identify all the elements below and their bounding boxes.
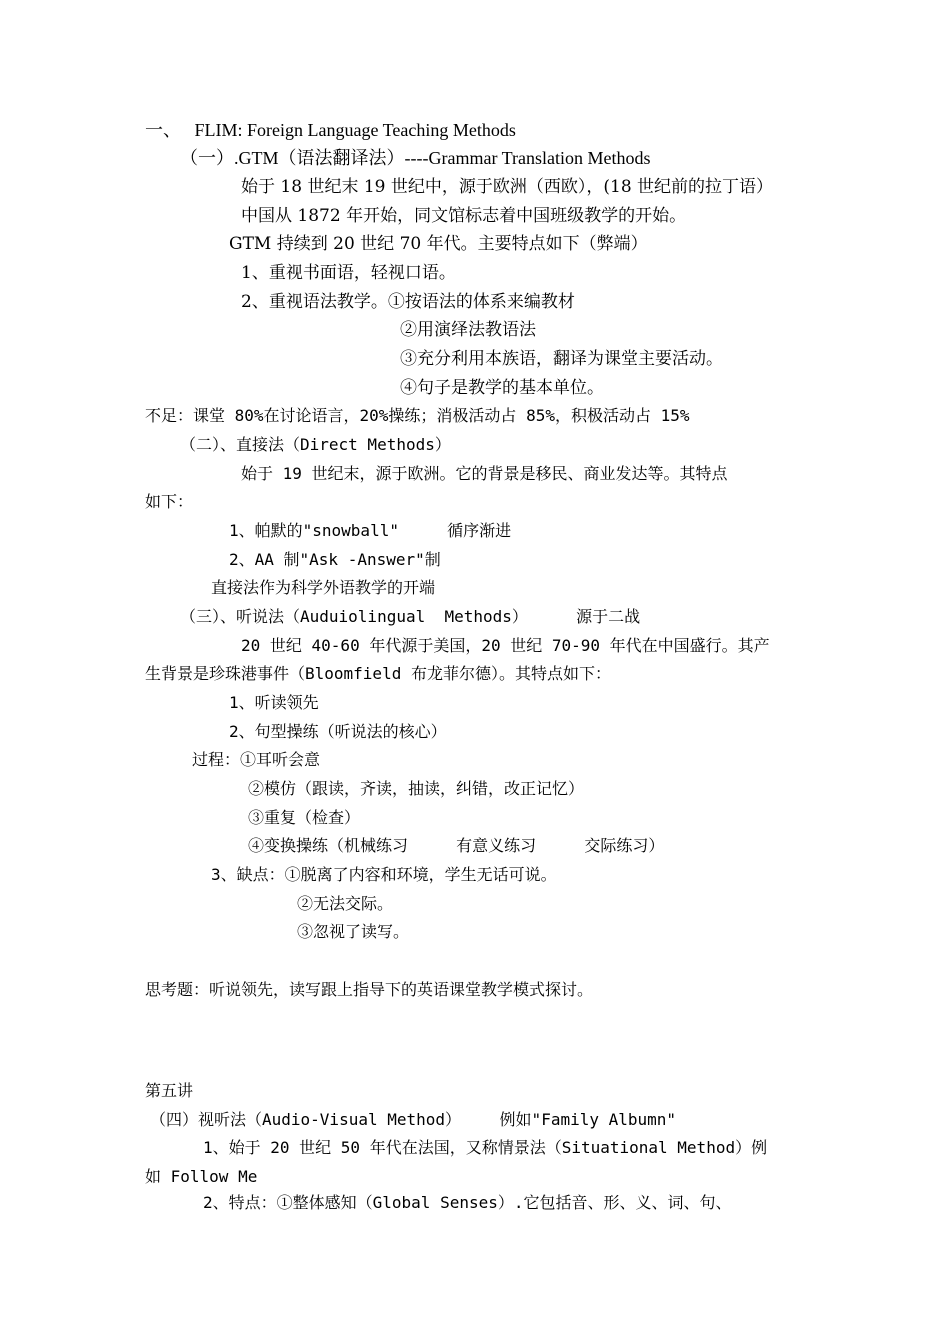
av-feature: 2、特点：①整体感知（Global Senses）.它包括音、形、义、词、句、 (203, 1193, 732, 1212)
heading-direct: （二）、直接法（Direct Methods） (180, 435, 451, 454)
heading-audiolingual: （三）、听说法（Auduiolingual Methods） 源于二战 (180, 607, 641, 626)
direct-feature-2: 2、AA 制"Ask -Answer"制 (229, 550, 441, 569)
al-shortcoming-2: ②无法交际。 (297, 894, 394, 913)
av-origin: 1、始于 20 世纪 50 年代在法国，又称情景法（Situational Method）例 (203, 1138, 768, 1157)
al-feature-1: 1、听读领先 (229, 693, 319, 712)
al-origin-cont: 生背景是珍珠港事件（Bloomfield 布龙菲尔德）。其特点如下： (145, 664, 611, 683)
al-origin: 20 世纪 40-60 年代源于美国，20 世纪 70-90 年代在中国盛行。其产 (241, 636, 770, 655)
direct-origin: 始于 19 世纪末，源于欧洲。它的背景是移民、商业发达等。其特点 (241, 464, 728, 483)
direct-feature-1: 1、帕默的"snowball" 循序渐进 (229, 521, 512, 540)
gtm-feature-2d: ④句子是教学的基本单位。 (400, 378, 604, 398)
gtm-origin: 始于 18 世纪末 19 世纪中，源于欧洲（西欧），(18 世纪前的拉丁语） (241, 177, 774, 197)
lecture-five-heading: 第五讲 (145, 1081, 194, 1100)
gtm-feature-1: 1、重视书面语，轻视口语。 (241, 263, 456, 283)
al-process-2: ②模仿（跟读，齐读，抽读，纠错，改正记忆） (248, 779, 585, 798)
gtm-feature-2b: ②用演绎法教语法 (400, 320, 536, 340)
al-process: 过程：①耳听会意 (192, 750, 321, 769)
gtm-china: 中国从 1872 年开始，同文馆标志着中国班级教学的开始。 (241, 206, 687, 226)
al-shortcoming-3: ③忽视了读写。 (297, 922, 410, 941)
av-origin-cont: 如 Follow Me (145, 1167, 258, 1186)
al-process-4: ④变换操练（机械练习 有意义练习 交际练习） (248, 836, 665, 855)
gtm-feature-2: 2、重视语法教学。①按语法的体系来编教材 (241, 292, 575, 312)
al-shortcoming-1: 3、缺点：①脱离了内容和环境，学生无话可说。 (211, 865, 557, 884)
direct-origin-cont: 如下： (145, 492, 194, 511)
direct-note: 直接法作为科学外语教学的开端 (211, 578, 436, 597)
gtm-shortcoming: 不足：课堂 80%在讨论语言，20%操练；消极活动占 85%，积极活动占 15% (145, 406, 690, 425)
gtm-duration: GTM 持续到 20 世纪 70 年代。主要特点如下（弊端） (229, 234, 648, 254)
gtm-feature-2c: ③充分利用本族语，翻译为课堂主要活动。 (400, 349, 723, 369)
al-process-3: ③重复（检查） (248, 808, 361, 827)
heading-gtm: （一）.GTM（语法翻译法）----Grammar Translation Methods (180, 148, 651, 168)
discussion-question: 思考题：听说领先，读写跟上指导下的英语课堂教学模式探讨。 (145, 980, 594, 999)
heading-audio-visual: （四）视听法（Audio-Visual Method） 例如"Family Albumn" (150, 1110, 677, 1129)
heading-flim: 一、 FLIM: Foreign Language Teaching Methods (145, 120, 516, 140)
al-feature-2: 2、句型操练（听说法的核心） (229, 722, 447, 741)
